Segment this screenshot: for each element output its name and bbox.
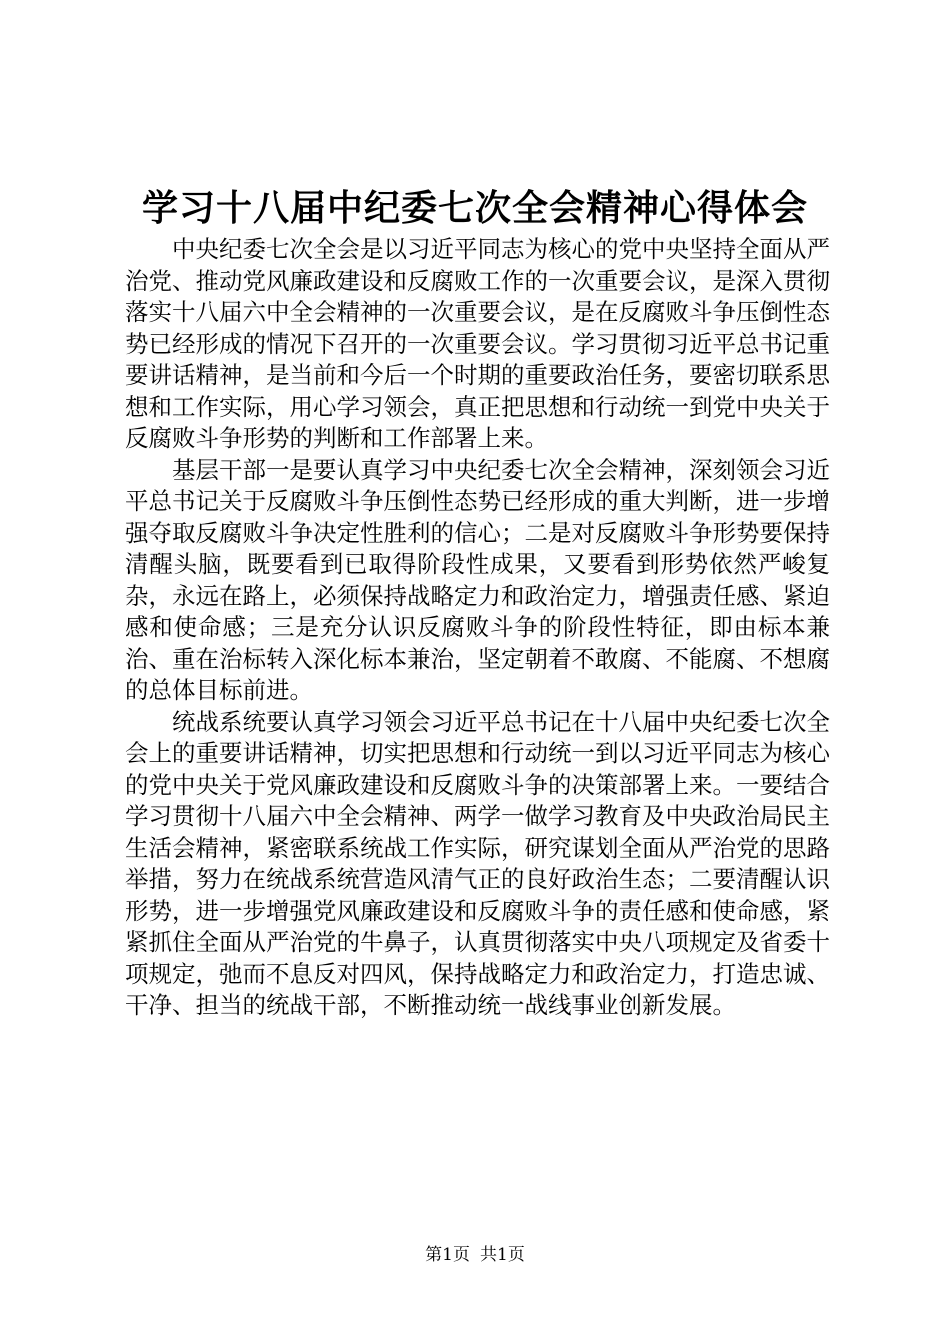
paragraph-3: 统战系统要认真学习领会习近平总书记在十八届中央纪委七次全会上的重要讲话精神，切实把思想和行动统一到以习近平同志为核心的党中央关于党风廉政建设和反腐败斗争的决策部署上来。一要结合学习贯彻十八届六中全会精神、两学一做学习教育及中央政治局民主生活会精神，紧密联系统战工作实际，研究谋划全面从严治党的思路举措，努力在统战系统营造风清气正的良好政治生态；二要清醒认识形势，进一步增强党风廉政建设和反腐败斗争的责任感和使命感，紧紧抓住全面从严治党的牛鼻子，认真贯彻落实中央八项规定及省委十项规定，弛而不息反对四风，保持战略定力和政治定力，打造忠诚、干净、担当的统战干部，不断推动统一战线事业创新发展。 — [125, 707, 830, 1019]
document-title: 学习十八届中纪委七次全会精神心得体会 — [141, 188, 808, 229]
page-total: 共1页 — [480, 1245, 525, 1265]
page-number: 第1页 — [425, 1245, 470, 1265]
paragraph-1: 中央纪委七次全会是以习近平同志为核心的党中央坚持全面从严治党、推动党风廉政建设和反腐败工作的一次重要会议，是深入贯彻落实十八届六中全会精神的一次重要会议，是在反腐败斗争压倒性态势已经形成的情况下召开的一次重要会议。学习贯彻习近平总书记重要讲话精神，是当前和今后一个时期的重要政治任务，要密切联系思想和工作实际，用心学习领会，真正把思想和行动统一到党中央关于反腐败斗争形势的判断和工作部署上来。 — [125, 235, 830, 452]
document-body — [125, 234, 830, 1022]
page-footer — [0, 1244, 950, 1266]
paragraph-2: 基层干部一是要认真学习中央纪委七次全会精神，深刻领会习近平总书记关于反腐败斗争压倒性态势已经形成的重大判断，进一步增强夺取反腐败斗争决定性胜利的信心；二是对反腐败斗争形势要保持清醒头脑，既要看到已取得阶段性成果，又要看到形势依然严峻复杂，永远在路上，必须保持战略定力和政治定力，增强责任感、紧迫感和使命感；三是充分认识反腐败斗争的阶段性特征，即由标本兼治、重在治标转入深化标本兼治，坚定朝着不敢腐、不能腐、不想腐的总体目标前进。 — [125, 455, 830, 704]
